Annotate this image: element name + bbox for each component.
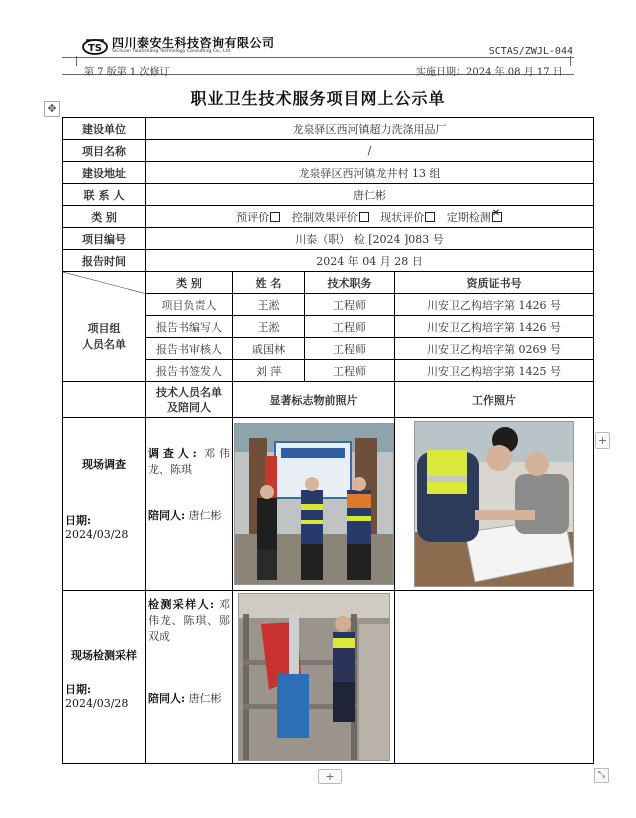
contact-value: 唐仁彬 xyxy=(146,184,594,206)
staff-title: 工程师 xyxy=(305,338,395,360)
staff-corner-cell xyxy=(63,272,146,294)
staff-cert: 川安卫乙构培字第 1425 号 xyxy=(395,360,594,382)
row-project xyxy=(63,140,594,162)
row-unit xyxy=(63,118,594,140)
sampling-photo-empty xyxy=(395,591,594,764)
report-time-value: 2024 年 04 月 28 日 xyxy=(146,250,594,272)
checkbox-control-eval[interactable] xyxy=(359,212,369,222)
row-project-no xyxy=(63,228,594,250)
edition-text: 第 7 版第 1 次修订 xyxy=(84,67,170,78)
header-tick xyxy=(76,56,77,66)
staff-name: 王淞 xyxy=(233,316,305,338)
header-divider xyxy=(62,57,574,58)
staff-role: 报告书编写人 xyxy=(146,316,233,338)
option-control-eval[interactable]: 控制效果评价 xyxy=(292,211,370,224)
staff-name: 刘 萍 xyxy=(233,360,305,382)
work-photo xyxy=(414,421,574,587)
option-pre-eval[interactable]: 预评价 xyxy=(236,211,281,224)
address-value: 龙泉驿区西河镇龙井村 13 组 xyxy=(146,162,594,184)
sampling-title-cell xyxy=(63,591,146,764)
sampling-people-cell xyxy=(146,591,233,764)
landmark-photo-label: 显著标志物前照片 xyxy=(233,382,395,418)
add-row-button[interactable]: + xyxy=(318,769,342,784)
document-number: SCTAS/ZWJL-044 xyxy=(488,46,573,57)
work-photo-cell xyxy=(395,418,594,591)
staff-role: 报告书签发人 xyxy=(146,360,233,382)
staff-section-label: 项目组 人员名单 xyxy=(63,294,146,382)
staff-header-name: 姓 名 xyxy=(233,272,305,294)
staff-header-row xyxy=(63,272,594,294)
survey-investigators: 调查人: 邓伟龙、陈琪 xyxy=(148,447,231,476)
sampling-photo xyxy=(238,593,390,761)
survey-date: 2024/03/28 xyxy=(65,528,129,541)
address-label: 建设地址 xyxy=(63,162,146,184)
sampling-escort: 陪同人: 唐仁彬 xyxy=(148,692,222,705)
row-category xyxy=(63,206,594,228)
company-logo-icon xyxy=(82,36,108,56)
project-value: / xyxy=(146,140,594,162)
header-tick xyxy=(570,56,571,66)
implement-date: 实施日期：2024 年 08 月 17 日 xyxy=(416,67,563,78)
add-column-button[interactable]: + xyxy=(595,432,610,449)
svg-text:TS: TS xyxy=(87,43,103,54)
staff-cert: 川安卫乙构培字第 1426 号 xyxy=(395,316,594,338)
sampling-title: 现场检测采样 xyxy=(71,649,137,662)
staff-role: 项目负责人 xyxy=(146,294,233,316)
project-no-value: 川泰（职） 检 [2024 ]083 号 xyxy=(146,228,594,250)
project-no-label: 项目编号 xyxy=(63,228,146,250)
staff-title: 工程师 xyxy=(305,316,395,338)
staff-title: 工程师 xyxy=(305,360,395,382)
sampling-samplers: 检测采样人: 邓伟龙、陈琪、郧双成 xyxy=(148,598,230,643)
staff-row xyxy=(63,294,594,316)
work-photo-label: 工作照片 xyxy=(395,382,594,418)
survey-escort: 陪同人: 唐仁彬 xyxy=(148,509,222,522)
table-resize-icon[interactable]: ⤡ xyxy=(594,768,609,783)
table-move-handle-icon[interactable]: ✥ xyxy=(44,101,60,117)
project-label: 项目名称 xyxy=(63,140,146,162)
sampling-date-label: 日期: xyxy=(65,683,92,696)
row-report-time xyxy=(63,250,594,272)
landmark-photo-cell xyxy=(233,418,395,591)
option-status-eval[interactable]: 现状评价 xyxy=(380,211,436,224)
staff-title: 工程师 xyxy=(305,294,395,316)
category-label: 类 别 xyxy=(63,206,146,228)
survey-people-cell xyxy=(146,418,233,591)
checkbox-pre-eval[interactable] xyxy=(270,212,280,222)
contact-label: 联 系 人 xyxy=(63,184,146,206)
row-address xyxy=(63,162,594,184)
survey-title: 现场调查 xyxy=(82,458,126,471)
checkbox-periodic-test[interactable] xyxy=(492,212,502,222)
staff-header-title: 技术职务 xyxy=(305,272,395,294)
staff-cert: 川安卫乙构培字第 0269 号 xyxy=(395,338,594,360)
landmark-photo xyxy=(234,423,394,585)
diagonal-line xyxy=(63,272,145,294)
option-periodic-test[interactable]: 定期检测✕ xyxy=(447,211,503,224)
staff-name: 王淞 xyxy=(233,294,305,316)
survey-date-label: 日期: xyxy=(65,514,92,527)
sampling-row xyxy=(63,591,594,764)
photo-header-row xyxy=(63,382,594,418)
staff-header-role: 类 别 xyxy=(146,272,233,294)
sampling-date: 2024/03/28 xyxy=(65,697,129,710)
report-time-label: 报告时间 xyxy=(63,250,146,272)
staff-name: 戚国林 xyxy=(233,338,305,360)
photo-header-empty xyxy=(63,382,146,418)
checkbox-status-eval[interactable] xyxy=(425,212,435,222)
row-contact xyxy=(63,184,594,206)
staff-role: 报告书审核人 xyxy=(146,338,233,360)
staff-cert: 川安卫乙构培字第 1426 号 xyxy=(395,294,594,316)
survey-title-cell xyxy=(63,418,146,591)
company-name-en: SiChuan Taianshang Technology Consulting Co., Ltd. xyxy=(112,49,232,54)
company-name-cn: 四川泰安生科技咨询有限公司 xyxy=(112,36,275,50)
page-title: 职业卫生技术服务项目网上公示单 xyxy=(190,89,446,108)
survey-row xyxy=(63,418,594,591)
public-notice-table xyxy=(62,117,594,764)
unit-value: 龙泉驿区西河镇超力洗涤用品厂 xyxy=(146,118,594,140)
tech-staff-label: 技术人员名单 及陪同人 xyxy=(146,382,233,418)
category-options xyxy=(146,206,594,228)
staff-header-cert: 资质证书号 xyxy=(395,272,594,294)
sampling-photo-cell xyxy=(233,591,395,764)
unit-label: 建设单位 xyxy=(63,118,146,140)
